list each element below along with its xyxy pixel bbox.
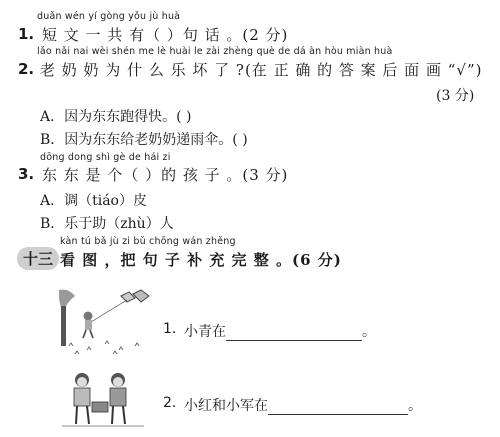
q2-pinyin: lǎo nǎi nai wèi shén me lè huài le zài zhèng què de dá àn hòu miàn huà: [37, 46, 393, 57]
q3-text: 东 东 是 个（ ）的 孩 子 。(3 分): [42, 166, 289, 184]
picture1-text: 小青在: [184, 324, 226, 340]
q2-option-b: B．因为东东给老奶奶递雨伞。( ): [40, 132, 248, 148]
q1-number: 1.: [18, 25, 35, 43]
q2-number: 2.: [18, 60, 35, 78]
section13-title: 看 图 ，把 句 子 补 充 完 整 。(6 分): [60, 251, 342, 269]
kite-picture: [57, 288, 153, 356]
picture1-end: 。: [362, 324, 376, 340]
picture1-sentence: [184, 321, 376, 341]
picture2-text: 小红和小军在: [184, 398, 268, 414]
q1-pinyin: duǎn wén yí gòng yǒu jù huà: [37, 11, 181, 22]
children-picture: [62, 368, 144, 432]
section13-badge: 十三: [17, 247, 59, 270]
q2-option-a: A．因为东东跑得快。( ): [40, 109, 192, 125]
q3-pinyin: dōng dong shì gè de hái zi: [40, 152, 171, 163]
q3-option-b: B．乐于助（zhù）人: [40, 216, 174, 232]
picture2-answer-line[interactable]: [268, 400, 408, 415]
picture2-number: 2.: [163, 395, 177, 411]
q2-score: (3 分): [436, 88, 475, 104]
q3-option-a: A．调（tiáo）皮: [40, 193, 147, 209]
picture1-number: 1.: [163, 321, 177, 337]
picture1-answer-line[interactable]: [226, 326, 362, 341]
q3-number: 3.: [18, 165, 35, 183]
picture2-end: 。: [408, 398, 422, 414]
q1-text: 短 文 一 共 有（ ）句 话 。(2 分): [42, 26, 289, 44]
picture2-sentence: [184, 395, 422, 415]
q2-text: 老 奶 奶 为 什 么 乐 坏 了 ?(在 正 确 的 答 案 后 面 画 “√”): [40, 61, 483, 79]
section13-pinyin: kàn tú bǎ jù zi bǔ chōng wán zhěng: [60, 236, 236, 247]
